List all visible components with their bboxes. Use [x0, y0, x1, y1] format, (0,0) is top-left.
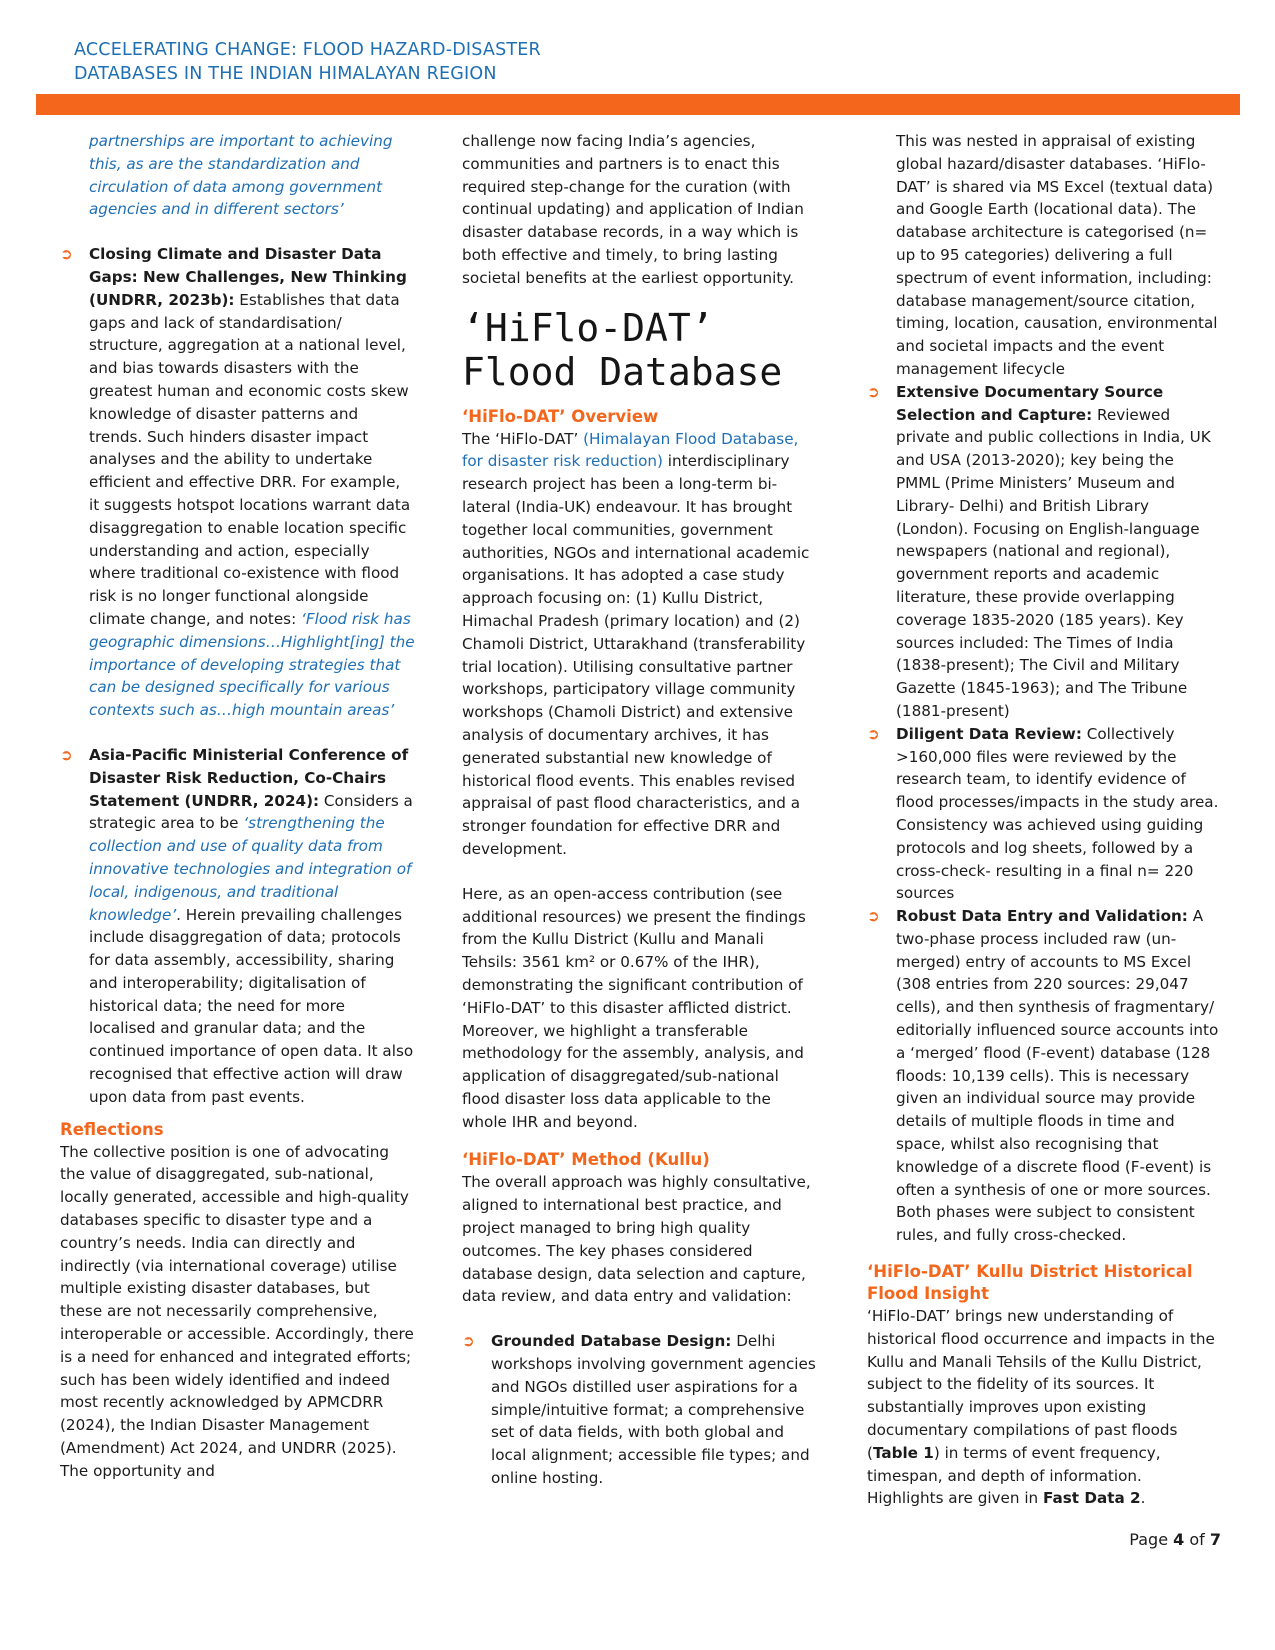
bullet-title: Extensive Documentary Source Selection and Capture: [896, 382, 1164, 424]
section-heading-method: ‘HiFlo-DAT’ Method (Kullu) [462, 1150, 710, 1170]
insight-text: ‘HiFlo-DAT’ brings new understanding of historical flood occurrence and impacts in the Kullu and Manali Tehsils of the Kullu District, subject to the fidelity of its sources. It substantially improves upon existing documentary compilations of past floods (Table 1) in terms of event frequency, timespan, and depth of information. Highlights are given in Fast Data 2. [867, 1307, 1215, 1508]
section-heading-insight: ‘HiFlo-DAT’ Kullu District Historical Flood Insight [867, 1262, 1193, 1304]
page-header [74, 38, 774, 86]
bullet-text: Delhi workshops involving government agencies and NGOs distilled user aspirations for a simple/intuitive format; a comprehensive set of data fields, with both global and local alignment; accessible file types; and online hosting. [491, 1332, 816, 1488]
section-heading-reflections: Reflections [60, 1119, 164, 1139]
bullet-text: Collectively >160,000 files were reviewed by the research team, to identify evidence of flood processes/impacts in the study area. Consistency was achieved using guiding protocols and log sheets, followed by a cross-check- resulting in a final n= 220 sources [896, 724, 1219, 903]
list-item [60, 243, 415, 722]
list-item [60, 744, 415, 1109]
arrow-bullet-icon: ➲ [60, 245, 73, 264]
column-2 [462, 130, 817, 1490]
bullet-title: Grounded Database Design: [491, 1332, 732, 1351]
header-accent-bar [36, 94, 1240, 115]
fast-data-reference: Fast Data 2 [1043, 1489, 1141, 1508]
bullet-text: A two-phase process included raw (un-merged) entry of accounts to MS Excel (308 entries from 220 sources: 29,047 cells), and then synthesis of fragmentary/ editorially influenced source accounts into a ‘merged’ flood (F-event) database (128 floods: 10,139 cells). This is necessary given an individual source may provide details of multiple floods in time and space, whilst also recognising that knowledge of a discrete flood (F-event) is often a synthesis of one or more sources. Both phases were subject to consistent rules, and fully cross-checked. [896, 907, 1219, 1245]
table-reference: Table 1 [872, 1443, 934, 1462]
continued-text: challenge now facing India’s agencies, communities and partners is to enact this required step-change for the curation (with continual updating) and application of Indian disaster database records, in a way which is both effective and timely, to bring lasting societal benefits at the earliest opportunity. [462, 132, 804, 287]
header-line-2: DATABASES IN THE INDIAN HIMALAYAN REGION [74, 64, 497, 84]
method-text: The overall approach was highly consultative, aligned to international best practice, and project managed to bring high quality outcomes. The key phases considered database design, data selection and capture, data review, and data entry and validation: [462, 1173, 811, 1306]
bullet-title: Diligent Data Review: [896, 724, 1082, 743]
bullet-quote: ‘Flood risk has geographic dimensions…Highlight[ing] the importance of developing strategies that can be designed specifically for various contexts such as…high mountain areas’ [89, 609, 415, 720]
bullet-quote: ‘strengthening the collection and use of quality data from innovative technologies and integration of local, indigenous, and traditional knowledge’ [89, 814, 412, 924]
overview-text: The ‘HiFlo-DAT’ (Himalayan Flood Database, for disaster risk reduction) interdisciplinary research project has been a long-term bi-lateral (India-UK) endeavour. It has brought together local communities, government authorities, NGOs and international academic organisations. It has adopted a case study approach focusing on: (1) Kullu District, Himachal Pradesh (primary location) and (2) Chamoli District, Uttarakhand (transferability trial location). Utilising consultative partner workshops, participatory village community workshops (Chamoli District) and extensive analysis of documentary archives, it has generated substantial new knowledge of historical flood events. This enables revised appraisal of past flood characteristics, and a stronger foundation for effective DRR and development. [462, 429, 810, 858]
list-item [867, 723, 1222, 905]
bullet-title: Robust Data Entry and Validation: [896, 907, 1188, 926]
page-title: ‘HiFlo-DAT’ Flood Database [462, 305, 783, 394]
reflections-text: The collective position is one of advocating the value of disaggregated, sub-national, locally generated, accessible and high-quality databases specific to disaster type and a country’s needs. India can directly and indirectly (via international coverage) utilise multiple existing disaster databases, but these are not necessarily comprehensive, interoperable or accessible. Accordingly, there is a need for enhanced and integrated efforts; such has been widely identified and indeed most recently acknowledged by APMCDRR (2024), the Indian Disaster Management (Amendment) Act 2024, and UNDRR (2025). The opportunity and [60, 1142, 414, 1480]
arrow-bullet-icon: ➲ [867, 907, 880, 926]
bullet-text: Considers a strategic area to be [89, 791, 413, 833]
bullet-text: Reviewed private and public collections in India, UK and USA (2013-2020); key being the PMML (Prime Ministers’ Museum and Library- Delhi) and British Library (London). Focusing on English-language newspapers (national and regional), government reports and academic literature, these provide overlapping coverage 1835-2020 (185 years). Key sources included: The Times of India (1838-present); The Civil and Military Gazette (1845-1963); and The Tribune (1881-present) [896, 405, 1211, 720]
arrow-bullet-icon: ➲ [462, 1332, 475, 1351]
arrow-bullet-icon: ➲ [867, 382, 880, 401]
findings-text: Here, as an open-access contribution (see additional resources) we present the findings from the Kullu District (Kullu and Manali Tehsils: 3561 km² or 0.67% of the IHR), demonstrating the significant contribution of ‘HiFlo-DAT’ to this disaster afflicted district. Moreover, we highlight a transferable methodology for the assembly, analysis, and application of disaggregated/sub-national flood disaster loss data applicable to the whole IHR and beyond. [462, 884, 806, 1131]
column-3 [867, 130, 1222, 1510]
acronym-expansion: (Himalayan Flood Database, for disaster risk reduction) [462, 429, 799, 471]
continued-text: This was nested in appraisal of existing global hazard/disaster databases. ‘HiFlo-DAT’ is shared via MS Excel (textual data) and Google Earth (locational data). The database architecture is categorised (n= up to 95 categories) delivering a full spectrum of event information, including: database management/source citation, timing, location, causation, environmental and societal impacts and the event management lifecycle [896, 132, 1218, 378]
bullet-title: Asia-Pacific Ministerial Conference of Disaster Risk Reduction, Co-Chairs Statement (UNDRR, 2024): [89, 745, 409, 810]
list-item [867, 381, 1222, 723]
list-item [867, 905, 1222, 1247]
header-line-1: ACCELERATING CHANGE: FLOOD HAZARD-DISASTER [74, 40, 541, 60]
arrow-bullet-icon: ➲ [867, 724, 880, 743]
bullet-text: Establishes that data gaps and lack of standardisation/ structure, aggregation at a national level, and bias towards disasters with the greatest human and economic costs skew knowledge of disaster patterns and trends. Such hinders disaster impact analyses and the ability to undertake efficient and effective DRR. For example, it suggests hotspot locations warrant data disaggregation to enable location specific understanding and action, especially where traditional co-existence with flood risk is no longer functional alongside climate change, and notes: [89, 290, 411, 628]
column-1 [60, 130, 415, 1483]
bullet-title: Closing Climate and Disaster Data Gaps: New Challenges, New Thinking (UNDRR, 2023b): [89, 245, 407, 309]
bullet-text: . Herein prevailing challenges include disaggregation of data; protocols for data assembly, accessibility, sharing and interoperability; digitalisation of historical data; the need for more localised and granular data; and the continued importance of open data. It also recognised that effective action will draw upon data from past events. [89, 905, 414, 1106]
page-number: Page 4 of 7 [1129, 1530, 1221, 1549]
arrow-bullet-icon: ➲ [60, 745, 73, 764]
section-heading-overview: ‘HiFlo-DAT’ Overview [462, 406, 659, 426]
list-item [462, 1330, 817, 1490]
intro-quote: partnerships are important to achieving this, as are the standardization and circulation of data among government agencies and in different sectors’ [89, 132, 393, 219]
